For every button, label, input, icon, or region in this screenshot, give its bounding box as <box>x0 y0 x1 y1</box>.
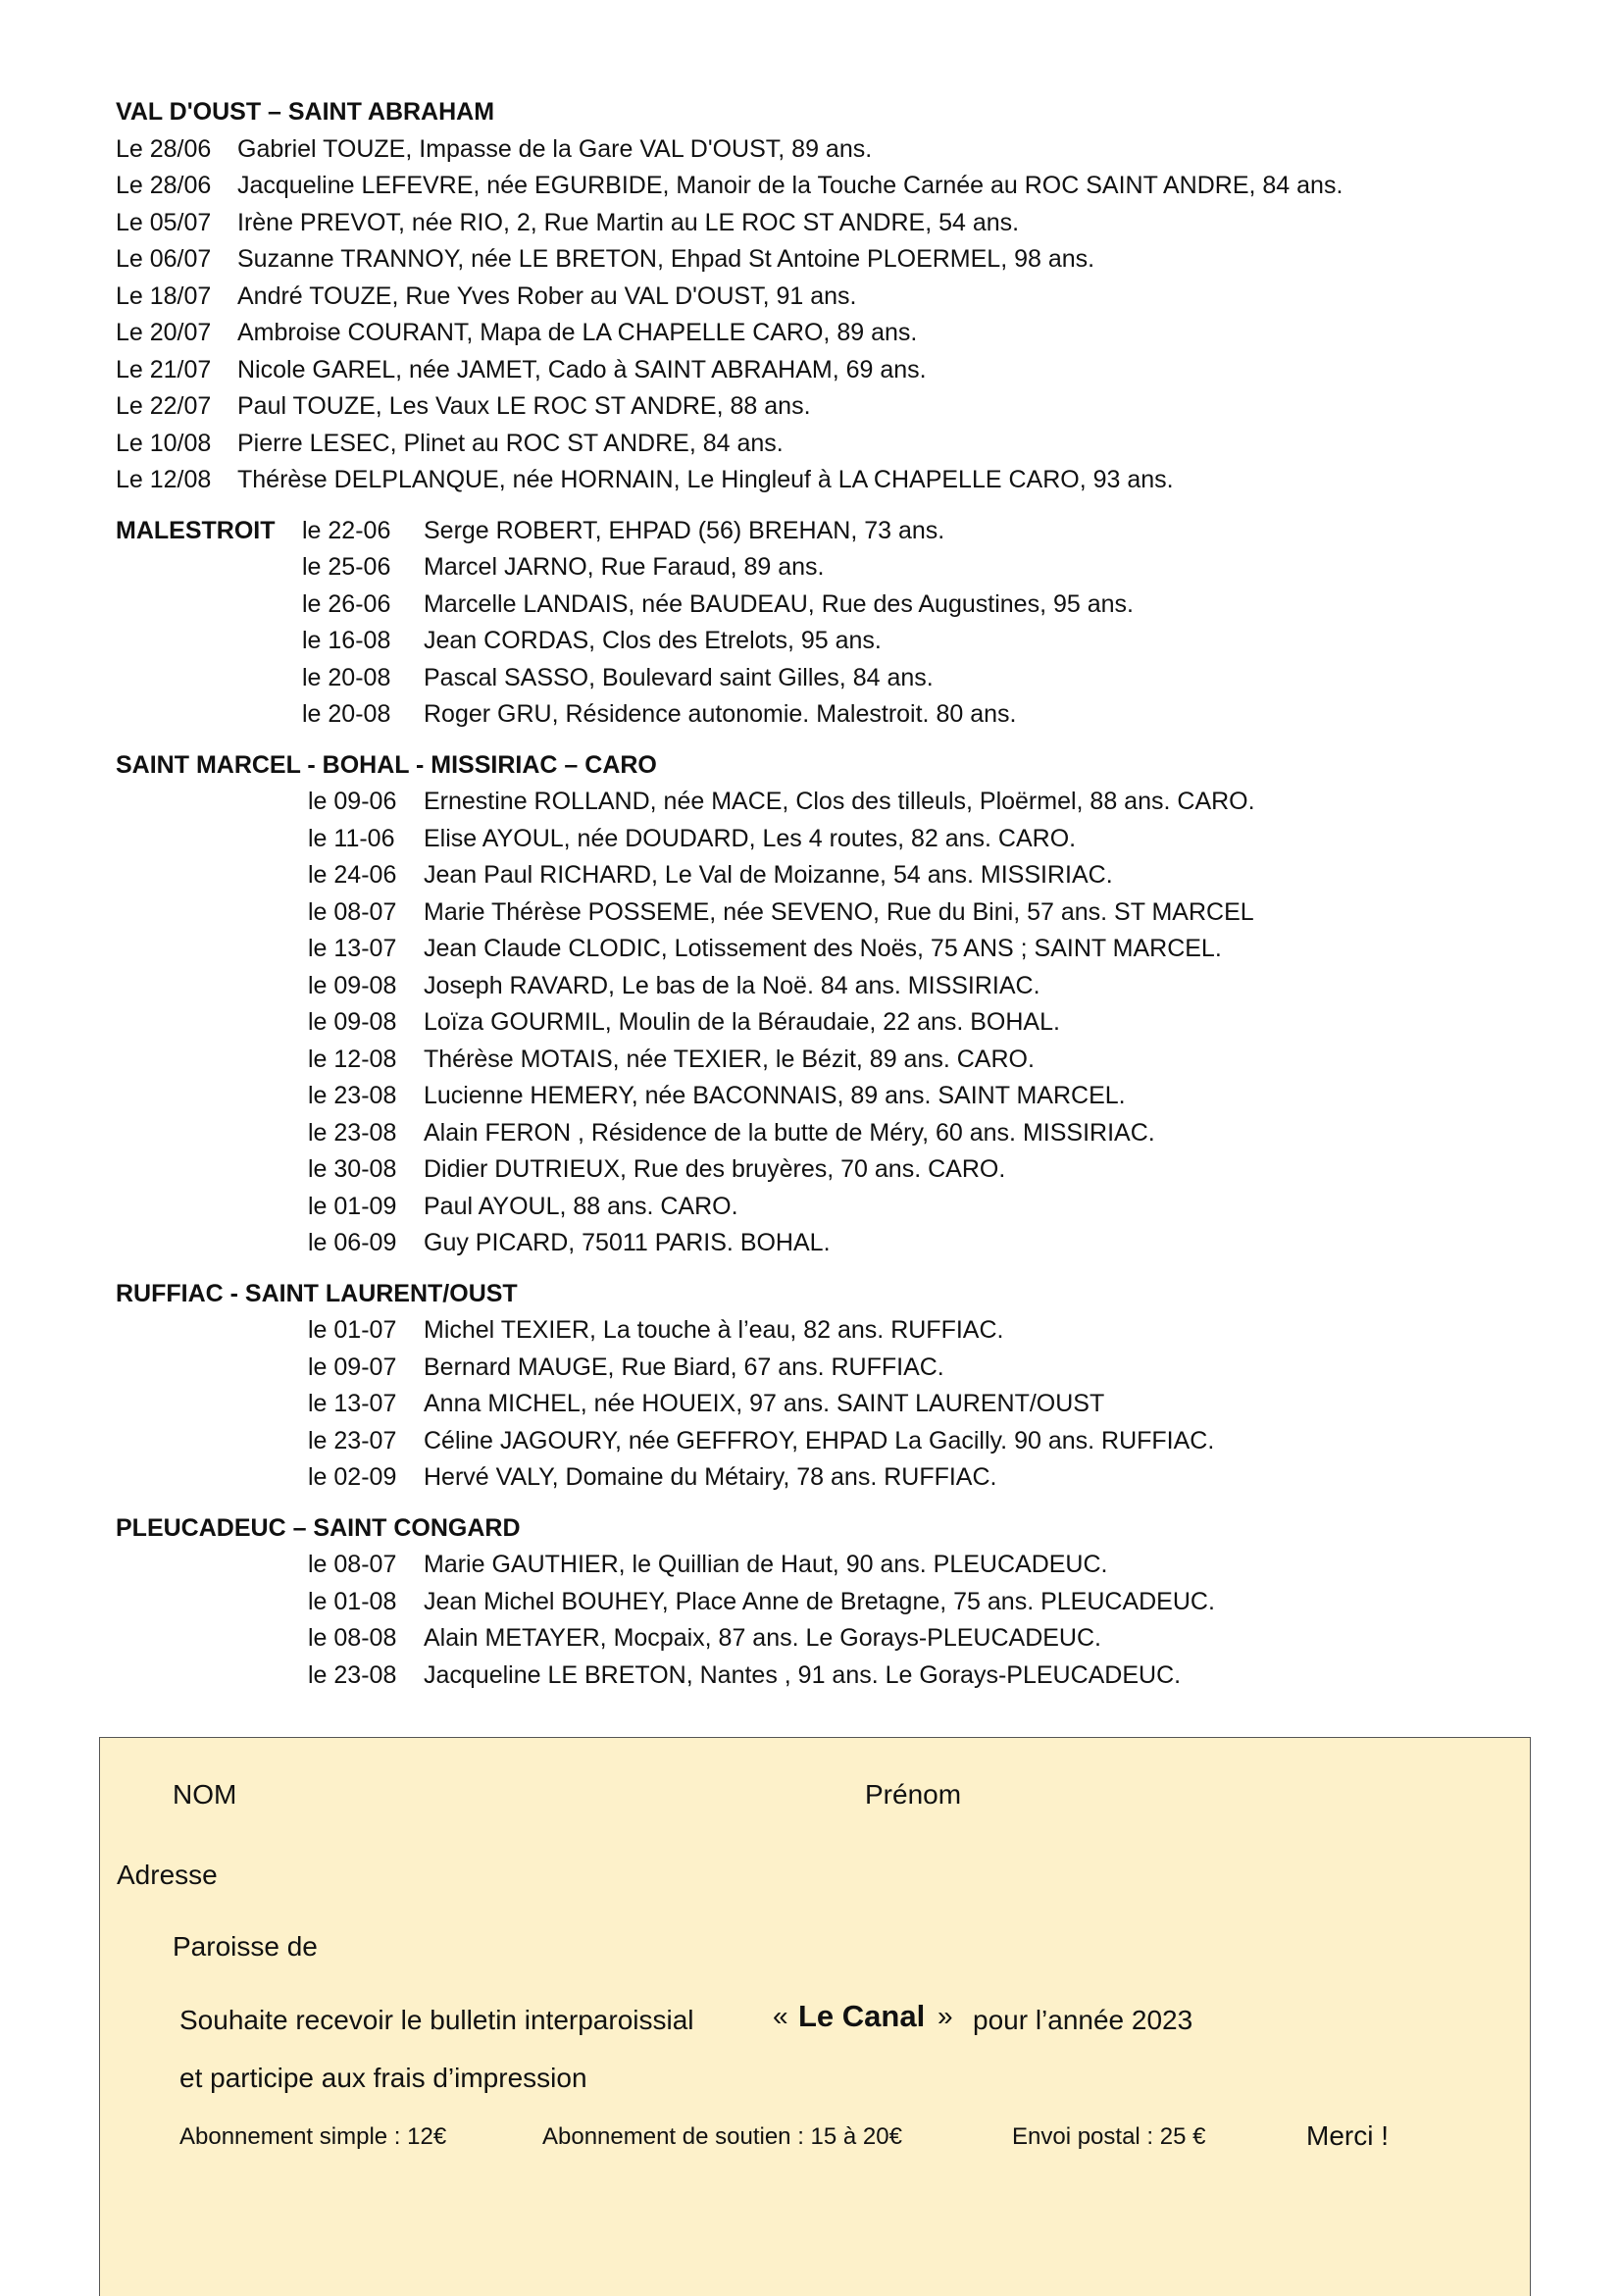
obituary-entry <box>116 205 1528 242</box>
obituary-entry <box>116 931 1528 968</box>
entry-date: le 20-08 <box>302 663 391 691</box>
section-title: MALESTROIT <box>116 516 276 544</box>
entry-date: le 09-07 <box>308 1352 397 1381</box>
entry-text: Joseph RAVARD, Le bas de la Noë. 84 ans. MISSIRIAC. <box>424 971 1040 999</box>
section-pleucadeuc <box>116 1510 1528 1695</box>
pour-annee-text: pour l’année 2023 <box>973 2005 1193 2035</box>
entry-date: le 09-06 <box>308 788 397 815</box>
subscription-form <box>99 1737 1531 2296</box>
entry-text: Michel TEXIER, La touche à l’eau, 82 ans. RUFFIAC. <box>424 1316 1004 1344</box>
entry-date: le 26-06 <box>302 589 391 618</box>
entry-text: Thérèse MOTAIS, née TEXIER, le Bézit, 89 ans. CARO. <box>424 1045 1035 1073</box>
entry-date: Le 06/07 <box>116 245 212 273</box>
envoi-postal: Envoi postal : 25 € <box>1012 2123 1206 2150</box>
obituary-entry <box>116 1658 1528 1695</box>
entry-text: Jean CORDAS, Clos des Etrelots, 95 ans. <box>424 627 882 654</box>
entry-date: le 13-07 <box>308 1390 397 1417</box>
entry-date: Le 22/07 <box>116 392 212 420</box>
entry-date: le 13-07 <box>308 935 397 962</box>
entry-text: Jean Michel BOUHEY, Place Anne de Bretagne, 75 ans. PLEUCADEUC. <box>424 1587 1215 1615</box>
entry-text: Irène PREVOT, née RIO, 2, Rue Martin au LE ROC ST ANDRE, 54 ans. <box>237 208 1020 236</box>
obituary-entry <box>116 1459 1528 1497</box>
entry-date: le 01-08 <box>308 1587 397 1615</box>
entry-date: Le 12/08 <box>116 466 212 493</box>
section-ruffiac <box>116 1276 1528 1497</box>
obituary-entry <box>116 784 1528 821</box>
obituary-entry <box>116 660 1528 697</box>
canal-close-quote: » <box>938 2001 953 2031</box>
obituary-entry <box>116 1042 1528 1079</box>
paroisse-label: Paroisse de <box>173 1931 318 1962</box>
entry-date: le 24-06 <box>308 861 397 889</box>
entry-text: Ambroise COURANT, Mapa de LA CHAPELLE CARO, 89 ans. <box>237 319 918 346</box>
entry-spacer <box>116 587 302 624</box>
entry-text: Elise AYOUL, née DOUDARD, Les 4 routes, 82 ans. CARO. <box>424 824 1077 852</box>
entry-text: Jacqueline LE BRETON, Nantes , 91 ans. Le Gorays-PLEUCADEUC. <box>424 1660 1182 1689</box>
entry-text: Anna MICHEL, née HOUEIX, 97 ans. SAINT LAURENT/OUST <box>424 1390 1105 1417</box>
entry-date: le 08-08 <box>308 1624 397 1652</box>
entry-text: Jacqueline LEFEVRE, née EGURBIDE, Manoir de la Touche Carnée au ROC SAINT ANDRE, 84 ans. <box>237 172 1343 199</box>
entry-date: le 09-08 <box>308 1008 397 1036</box>
entry-date: le 16-08 <box>302 627 391 654</box>
entry-text: Paul AYOUL, 88 ans. CARO. <box>424 1192 738 1220</box>
section-title: SAINT MARCEL - BOHAL - MISSIRIAC – CARO <box>116 750 657 779</box>
obituary-entry <box>116 894 1528 932</box>
obituary-entry <box>116 1620 1528 1658</box>
souhaite-text: Souhaite recevoir le bulletin interparoissial <box>179 2005 694 2035</box>
entry-spacer <box>116 549 302 587</box>
entry-date: le 09-08 <box>308 971 397 999</box>
obituary-entry <box>116 1078 1528 1115</box>
entry-text: Ernestine ROLLAND, née MACE, Clos des tilleuls, Ploërmel, 88 ans. CARO. <box>424 788 1255 815</box>
section-malestroit <box>116 513 1528 734</box>
entry-date: le 22-06 <box>302 516 391 544</box>
entry-text: Jean Paul RICHARD, Le Val de Moizanne, 54 ans. MISSIRIAC. <box>424 861 1113 889</box>
obituary-entry <box>116 587 1528 624</box>
entry-text: Bernard MAUGE, Rue Biard, 67 ans. RUFFIAC. <box>424 1352 944 1381</box>
obituary-entry <box>116 1115 1528 1152</box>
obituary-entry <box>116 1584 1528 1621</box>
entry-date: le 08-07 <box>308 897 397 926</box>
entry-text: Loïza GOURMIL, Moulin de la Béraudaie, 22 ans. BOHAL. <box>424 1008 1060 1036</box>
obituary-entry <box>116 1151 1528 1189</box>
entry-text: Marie Thérèse POSSEME, née SEVENO, Rue du Bini, 57 ans. ST MARCEL <box>424 897 1254 926</box>
obituary-entry <box>116 168 1528 205</box>
nom-label: NOM <box>173 1779 237 1810</box>
entry-date: Le 28/06 <box>116 172 212 199</box>
obituary-entry <box>116 821 1528 858</box>
entry-date: Le 10/08 <box>116 429 212 457</box>
adresse-label: Adresse <box>117 1860 218 1890</box>
entry-date: le 25-06 <box>302 553 391 581</box>
entry-date: le 23-07 <box>308 1426 397 1454</box>
entry-date: le 23-08 <box>308 1118 397 1147</box>
obituary-entry <box>116 623 1528 660</box>
entry-text: Gabriel TOUZE, Impasse de la Gare VAL D'OUST, 89 ans. <box>237 134 873 163</box>
entry-date: le 01-07 <box>308 1316 397 1344</box>
entry-date: Le 28/06 <box>116 134 212 163</box>
entry-date: Le 21/07 <box>116 355 212 383</box>
canal-open-quote: « <box>773 2001 788 2031</box>
obituary-entry <box>116 1350 1528 1387</box>
obituary-entry <box>116 241 1528 279</box>
obituary-entry <box>116 1312 1528 1350</box>
section-saint-marcel <box>116 747 1528 1262</box>
entry-date: Le 18/07 <box>116 281 212 310</box>
entry-text: Hervé VALY, Domaine du Métairy, 78 ans. RUFFIAC. <box>424 1463 997 1491</box>
obituary-entry <box>116 968 1528 1005</box>
abonnement-simple: Abonnement simple : 12€ <box>179 2123 447 2150</box>
obituary-entry <box>116 1386 1528 1423</box>
entry-date: le 23-08 <box>308 1660 397 1689</box>
entry-date: le 02-09 <box>308 1463 397 1491</box>
entry-date: le 20-08 <box>302 700 391 728</box>
entry-date: Le 20/07 <box>116 319 212 346</box>
entry-text: Thérèse DELPLANQUE, née HORNAIN, Le Hingleuf à LA CHAPELLE CARO, 93 ans. <box>237 466 1174 493</box>
entry-spacer <box>116 660 302 697</box>
entry-date: le 01-09 <box>308 1192 397 1220</box>
obituary-entry <box>116 1189 1528 1226</box>
entry-text: Nicole GAREL, née JAMET, Cado à SAINT ABRAHAM, 69 ans. <box>237 355 927 383</box>
entry-text: Pierre LESEC, Plinet au ROC ST ANDRE, 84 ans. <box>237 429 784 457</box>
obituary-entry <box>116 388 1528 426</box>
abonnement-soutien: Abonnement de soutien : 15 à 20€ <box>542 2123 902 2150</box>
canal-title: Le Canal <box>798 1999 926 2033</box>
obituary-entry <box>116 279 1528 316</box>
section-val-doust <box>116 94 1528 499</box>
obituary-list <box>116 94 1528 1708</box>
entry-text: Roger GRU, Résidence autonomie. Malestroit. 80 ans. <box>424 700 1017 728</box>
obituary-entry <box>116 513 1528 550</box>
section-title: RUFFIAC - SAINT LAURENT/OUST <box>116 1279 518 1307</box>
entry-text: Céline JAGOURY, née GEFFROY, EHPAD La Gacilly. 90 ans. RUFFIAC. <box>424 1426 1215 1454</box>
entry-text: Alain FERON , Résidence de la butte de Méry, 60 ans. MISSIRIAC. <box>424 1118 1155 1147</box>
entry-date: le 23-08 <box>308 1082 397 1109</box>
obituary-entry <box>116 315 1528 352</box>
entry-text: Didier DUTRIEUX, Rue des bruyères, 70 ans. CARO. <box>424 1155 1006 1183</box>
entry-text: Paul TOUZE, Les Vaux LE ROC ST ANDRE, 88 ans. <box>237 392 811 420</box>
participe-text: et participe aux frais d’impression <box>179 2063 587 2093</box>
obituary-entry <box>116 426 1528 463</box>
entry-date: le 12-08 <box>308 1045 397 1073</box>
obituary-entry <box>116 131 1528 169</box>
prenom-label: Prénom <box>865 1779 962 1810</box>
obituary-entry <box>116 696 1528 734</box>
entry-text: Jean Claude CLODIC, Lotissement des Noës, 75 ANS ; SAINT MARCEL. <box>424 935 1222 962</box>
entry-text: Pascal SASSO, Boulevard saint Gilles, 84 ans. <box>424 663 934 691</box>
merci-text: Merci ! <box>1306 2120 1389 2151</box>
entry-text: Marie GAUTHIER, le Quillian de Haut, 90 ans. PLEUCADEUC. <box>424 1551 1108 1578</box>
entry-text: Guy PICARD, 75011 PARIS. BOHAL. <box>424 1229 831 1256</box>
obituary-entry <box>116 1547 1528 1584</box>
entry-text: Lucienne HEMERY, née BACONNAIS, 89 ans. SAINT MARCEL. <box>424 1082 1126 1109</box>
section-title: VAL D'OUST – SAINT ABRAHAM <box>116 98 495 126</box>
entry-date: le 06-09 <box>308 1229 397 1256</box>
obituary-entry <box>116 352 1528 389</box>
entry-date: le 08-07 <box>308 1551 397 1578</box>
entry-text: Serge ROBERT, EHPAD (56) BREHAN, 73 ans. <box>424 516 945 544</box>
entry-date: Le 05/07 <box>116 208 212 236</box>
entry-text: Marcelle LANDAIS, née BAUDEAU, Rue des Augustines, 95 ans. <box>424 589 1134 618</box>
entry-text: André TOUZE, Rue Yves Rober au VAL D'OUST, 91 ans. <box>237 281 857 310</box>
entry-spacer <box>116 623 302 660</box>
entry-text: Alain METAYER, Mocpaix, 87 ans. Le Gorays-PLEUCADEUC. <box>424 1624 1101 1652</box>
obituary-entry <box>116 462 1528 499</box>
entry-date: le 30-08 <box>308 1155 397 1183</box>
obituary-entry <box>116 857 1528 894</box>
section-title: PLEUCADEUC – SAINT CONGARD <box>116 1513 521 1542</box>
obituary-entry <box>116 1225 1528 1262</box>
obituary-entry <box>116 1423 1528 1460</box>
obituary-entry <box>116 549 1528 587</box>
entry-text: Suzanne TRANNOY, née LE BRETON, Ehpad St Antoine PLOERMEL, 98 ans. <box>237 245 1095 273</box>
entry-date: le 11-06 <box>308 824 395 852</box>
obituary-entry <box>116 1004 1528 1042</box>
entry-spacer <box>116 696 302 734</box>
entry-text: Marcel JARNO, Rue Faraud, 89 ans. <box>424 553 825 581</box>
